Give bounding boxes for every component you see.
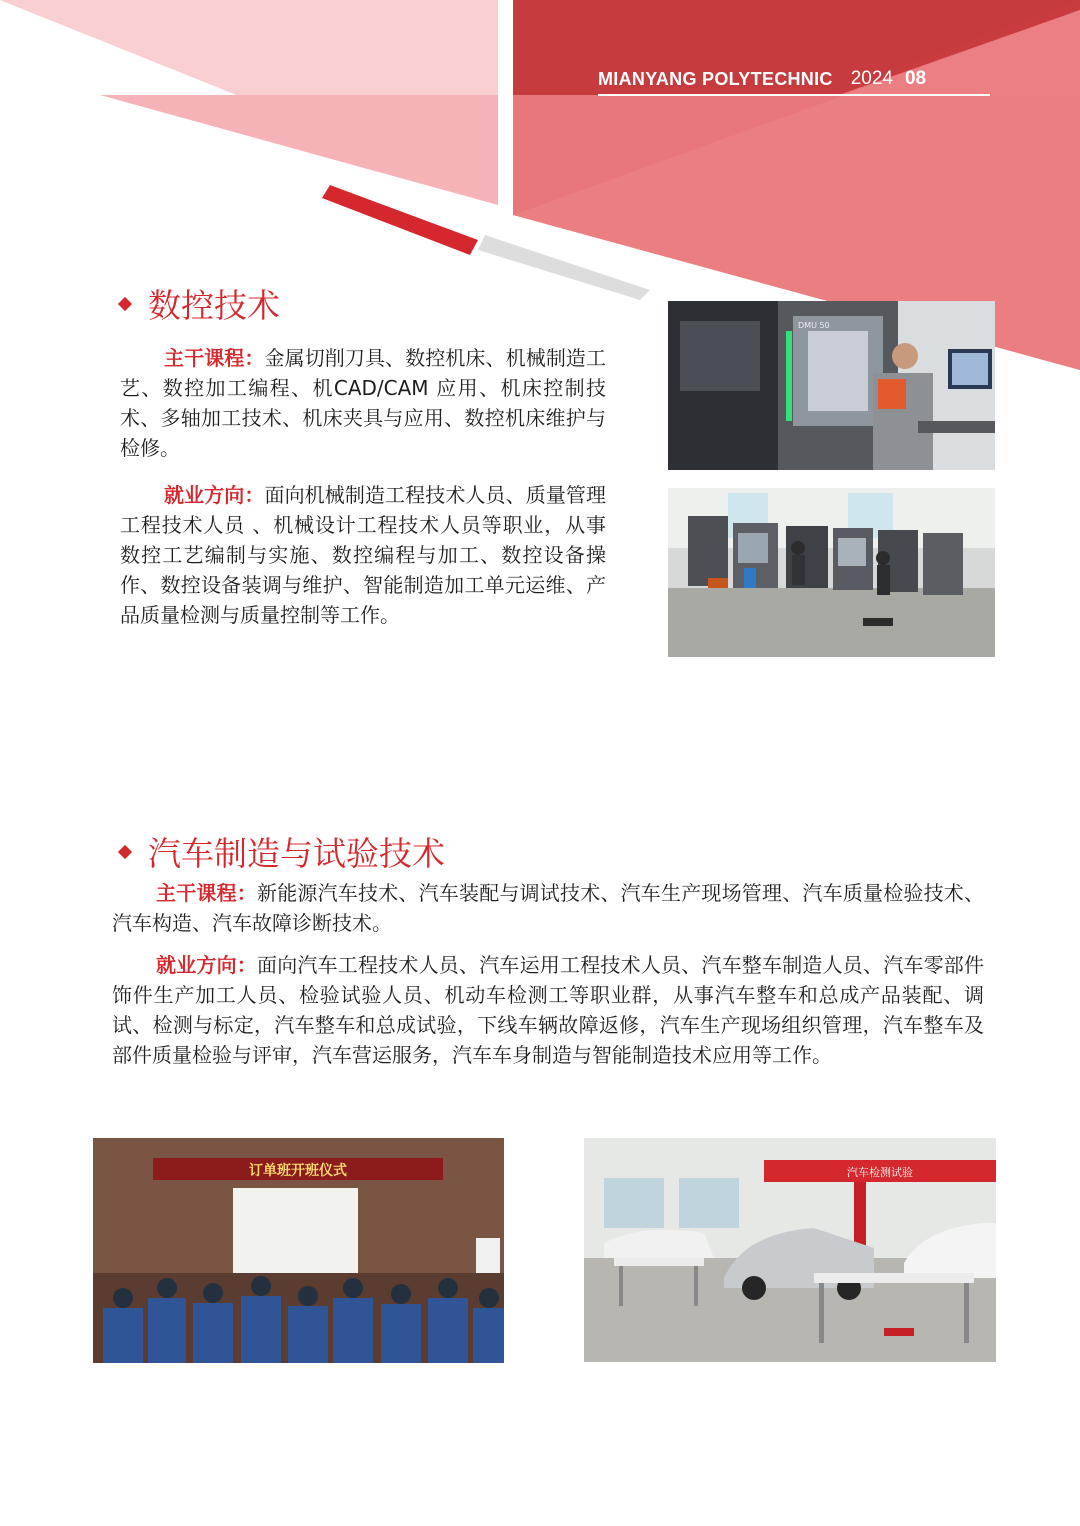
courses-text: 新能源汽车技术、汽车装配与调试技术、汽车生产现场管理、汽车质量检验技术、汽车构造、汽车故障诊断技术。: [112, 881, 984, 935]
machine-label: DMU 50: [798, 321, 830, 330]
page-number: 08: [904, 68, 927, 89]
auto-courses-paragraph: [112, 878, 984, 938]
header-year: 2024: [850, 68, 893, 89]
page-header: [598, 64, 990, 96]
career-label: 就业方向：: [164, 483, 265, 507]
diamond-bullet-icon: [118, 296, 132, 310]
school-name: MIANYANG POLYTECHNIC: [598, 68, 833, 89]
photo-ceremony: [93, 1138, 504, 1363]
workshop-banner-text: 汽车检测试验: [847, 1166, 913, 1179]
photo-auto-workshop: [584, 1138, 996, 1362]
cnc-courses-paragraph: [120, 343, 606, 463]
diamond-bullet-icon: [118, 844, 132, 858]
section-title-text: 汽车制造与试验技术: [148, 834, 445, 873]
career-text: 面向机械制造工程技术人员、质量管理工程技术人员 、机械设计工程技术人员等职业，从事数控工艺编制与实施、数控编程与加工、数控设备操作、数控设备装调与维护、智能制造加工单元运维、产品质量检测与质量控制等工作。: [120, 483, 607, 627]
cnc-career-paragraph: [120, 480, 606, 630]
section-title-cnc: [120, 280, 280, 327]
career-text: 面向汽车工程技术人员、汽车运用工程技术人员、汽车整车制造人员、汽车零部件饰件生产加工人员、检验试验人员、机动车检测工等职业群，从事汽车整车和总成产品装配、调试、检测与标定，汽车整车和总成试验，下线车辆故障返修，汽车生产现场组织管理，汽车整车及部件质量检验与评审，汽车营运服务，汽车车身制造与智能制造技术应用等工作。: [112, 953, 984, 1067]
career-label: 就业方向：: [156, 953, 257, 977]
section-title-auto: [120, 828, 445, 875]
section-title-text: 数控技术: [148, 286, 280, 325]
auto-career-paragraph: [112, 950, 984, 1070]
courses-label: 主干课程：: [156, 881, 257, 905]
photo-cnc-machine: [668, 301, 995, 470]
photo-cnc-workshop: [668, 488, 995, 657]
courses-label: 主干课程：: [164, 346, 265, 370]
ceremony-banner-text: 订单班开班仪式: [249, 1163, 347, 1179]
courses-text: 金属切削刀具、数控机床、机械制造工艺、数控加工编程、机CAD/CAM 应用、机床控制技术、多轴加工技术、机床夹具与应用、数控机床维护与检修。: [120, 346, 607, 460]
